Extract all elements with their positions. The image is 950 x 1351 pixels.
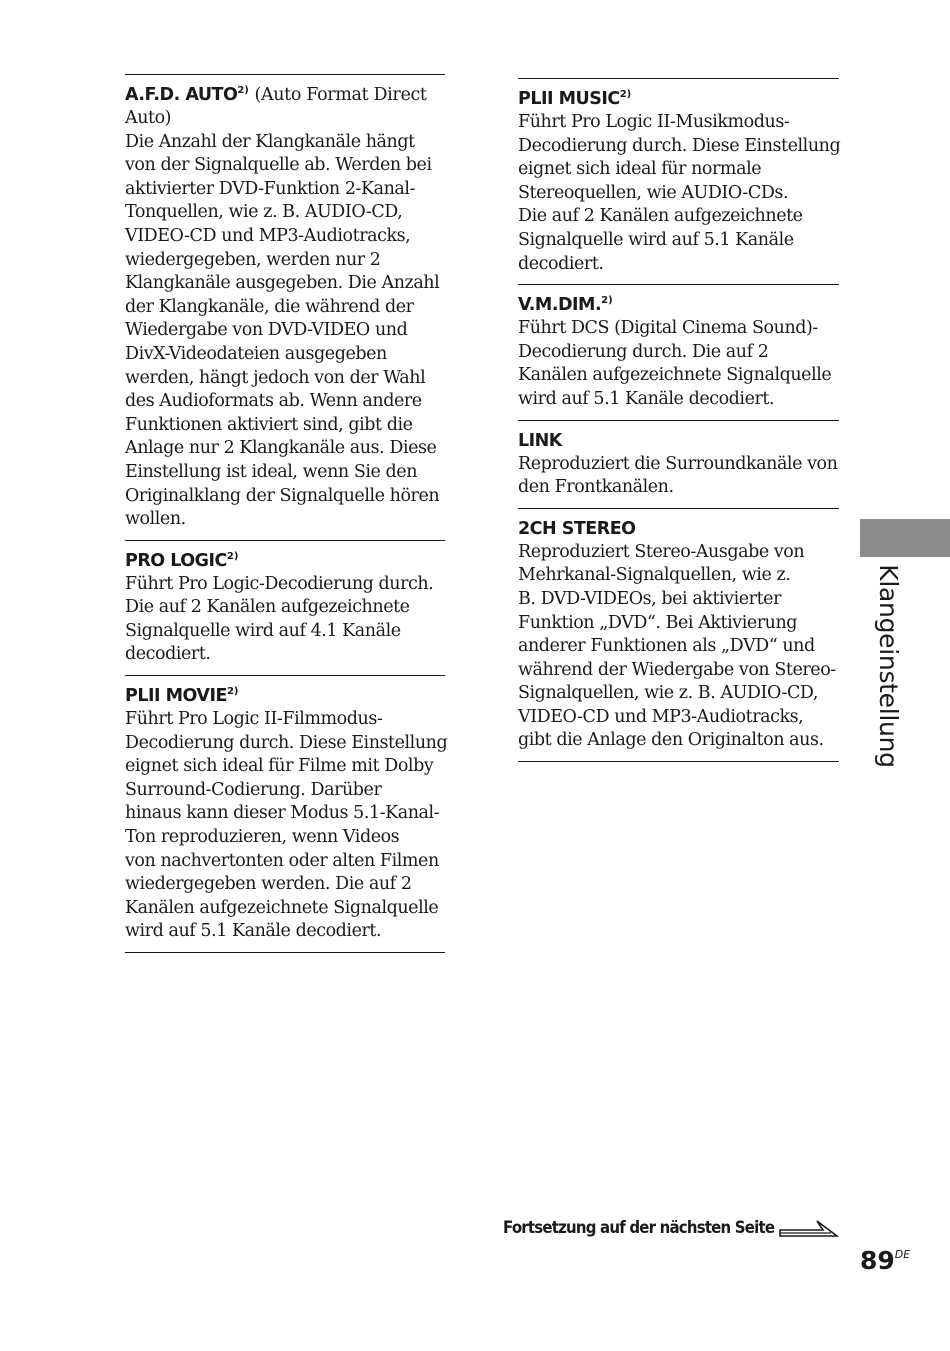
body-line: wiedergegeben, werden nur 2 [125, 249, 381, 270]
body-line: Reproduziert die Surroundkanäle von [518, 453, 838, 474]
footnote-marker: 2) [226, 550, 239, 562]
body-line: wird auf 5.1 Kanäle decodiert. [518, 388, 775, 409]
body-line: des Audioformats ab. Wenn andere [125, 391, 422, 412]
body-line: Stereoquellen, wie AUDIO-CDs. [518, 182, 789, 203]
body-line: Führt Pro Logic II-Musikmodus- [518, 112, 790, 132]
body-line: aktivierter DVD-Funktion 2-Kanal- [125, 178, 416, 199]
definition-entry [125, 675, 448, 953]
definition-body [518, 541, 839, 753]
body-line: Signalquelle wird auf 5.1 Kanäle [518, 229, 794, 250]
body-line: Führt DCS (Digital Cinema Sound)- [518, 318, 818, 339]
page-number-value: 89 [860, 1246, 895, 1275]
body-line: Ton reproduzieren, wenn Videos [125, 827, 400, 848]
definition-body [518, 111, 839, 276]
body-line: wollen. [125, 509, 186, 530]
body-line: Mehrkanal-Signalquellen, wie z. [518, 565, 791, 586]
definition-body [518, 317, 839, 411]
body-line: Führt Pro Logic-Decodierung durch. [125, 573, 434, 594]
term-label: PRO LOGIC [125, 550, 227, 571]
term-label: PLII MOVIE [125, 686, 227, 707]
body-line: Die auf 2 Kanälen aufgezeichnete [125, 597, 410, 618]
term-label: PLII MUSIC [518, 89, 620, 109]
definition-entry [518, 284, 839, 419]
continue-note [503, 1212, 839, 1244]
continue-arrow-icon [779, 1217, 839, 1239]
body-line: VIDEO-CD und MP3-Audiotracks, [125, 225, 411, 246]
definition-term [125, 83, 445, 107]
definition-entry [518, 78, 839, 284]
term-label: LINK [518, 430, 562, 451]
body-line: gibt die Anlage den Originalton aus. [518, 730, 824, 751]
body-line: Surround-Codierung. Darüber [125, 779, 382, 800]
definition-body [125, 107, 445, 532]
definition-body [125, 708, 448, 944]
body-line: eignet sich ideal für Filme mit Dolby [125, 756, 434, 777]
body-line: von der Signalquelle ab. Werden bei [125, 155, 432, 176]
body-line: Führt Pro Logic II-Filmmodus- [125, 709, 383, 730]
footnote-marker: 2) [619, 89, 632, 100]
definition-entry [518, 420, 839, 508]
body-line: Einstellung ist ideal, wenn Sie den [125, 461, 418, 482]
body-line: Tonquellen, wie z. B. AUDIO-CD, [125, 202, 403, 223]
body-line: den Frontkanälen. [518, 477, 674, 498]
body-line: decodiert. [518, 253, 604, 274]
body-line: VIDEO-CD und MP3-Audiotracks, [518, 706, 804, 727]
left-column [125, 74, 448, 953]
body-line: Decodierung durch. Diese Einstellung [125, 732, 448, 753]
term-label: A.F.D. AUTO [125, 85, 238, 105]
body-line: anderer Funktionen als „DVD“ und [518, 636, 815, 657]
definition-entry [125, 74, 445, 540]
body-line: Funktion „DVD“. Bei Aktivierung [518, 612, 798, 633]
body-line: Decodierung durch. Diese Einstellung [518, 135, 841, 156]
body-line: Die auf 2 Kanälen aufgezeichnete [518, 206, 803, 227]
term-label: 2CH STEREO [518, 518, 636, 539]
footnote-marker: 2) [237, 85, 249, 96]
body-line: decodiert. [125, 644, 211, 665]
body-line: Die Anzahl der Klangkanäle hängt [125, 131, 415, 152]
definition-term [518, 429, 839, 453]
continue-text: Fortsetzung auf der nächsten Seite [503, 1218, 775, 1238]
definition-term [518, 293, 839, 317]
body-line: Kanälen aufgezeichnete Signalquelle [518, 365, 832, 386]
body-line: wiedergegeben werden. Die auf 2 [125, 874, 412, 895]
body-line: Funktionen aktiviert sind, gibt die [125, 414, 413, 435]
page-number-suffix: DE [894, 1248, 911, 1261]
body-line: während der Wiedergabe von Stereo- [518, 659, 836, 680]
definition-term [518, 87, 839, 111]
right-column [518, 78, 839, 762]
body-line: Signalquellen, wie z. B. AUDIO-CD, [518, 683, 818, 704]
term-description: (Auto Format Direct [254, 85, 427, 105]
definition-body [125, 573, 445, 667]
body-line: Kanälen aufgezeichnete Signalquelle [125, 897, 439, 918]
body-line: hinaus kann dieser Modus 5.1-Kanal- [125, 803, 440, 824]
section-tab-label: Klangeinstellung [874, 564, 903, 768]
body-line: Klangkanäle ausgegeben. Die Anzahl [125, 273, 440, 294]
definition-term [518, 517, 839, 541]
body-line: Reproduziert Stereo-Ausgabe von [518, 541, 805, 562]
body-line: eignet sich ideal für normale [518, 159, 762, 180]
body-line: Auto) [125, 108, 172, 128]
definition-body [518, 453, 839, 500]
definition-entry [518, 508, 839, 762]
footnote-marker: 2) [601, 295, 613, 307]
body-line: von nachvertonten oder alten Filmen [125, 850, 439, 871]
term-label: V.M.DIM. [518, 295, 602, 316]
definition-term [125, 684, 445, 708]
body-line: Originalklang der Signalquelle hören [125, 485, 440, 506]
footnote-marker: 2) [226, 686, 239, 698]
body-line: Decodierung durch. Die auf 2 [518, 341, 769, 362]
body-line: werden, hängt jedoch von der Wahl [125, 367, 426, 388]
definition-entry [125, 540, 445, 675]
body-line: Signalquelle wird auf 4.1 Kanäle [125, 620, 401, 641]
body-line: B. DVD-VIDEOs, bei aktivierter [518, 588, 781, 609]
definition-term [125, 549, 445, 573]
body-line: Wiedergabe von DVD-VIDEO und [125, 320, 408, 341]
body-line: Anlage nur 2 Klangkanäle aus. Diese [125, 438, 437, 459]
body-line: wird auf 5.1 Kanäle decodiert. [125, 921, 382, 942]
body-line: DivX-Videodateien ausgegeben [125, 343, 387, 364]
page-number [860, 1246, 910, 1275]
body-line: der Klangkanäle, die während der [125, 296, 414, 317]
